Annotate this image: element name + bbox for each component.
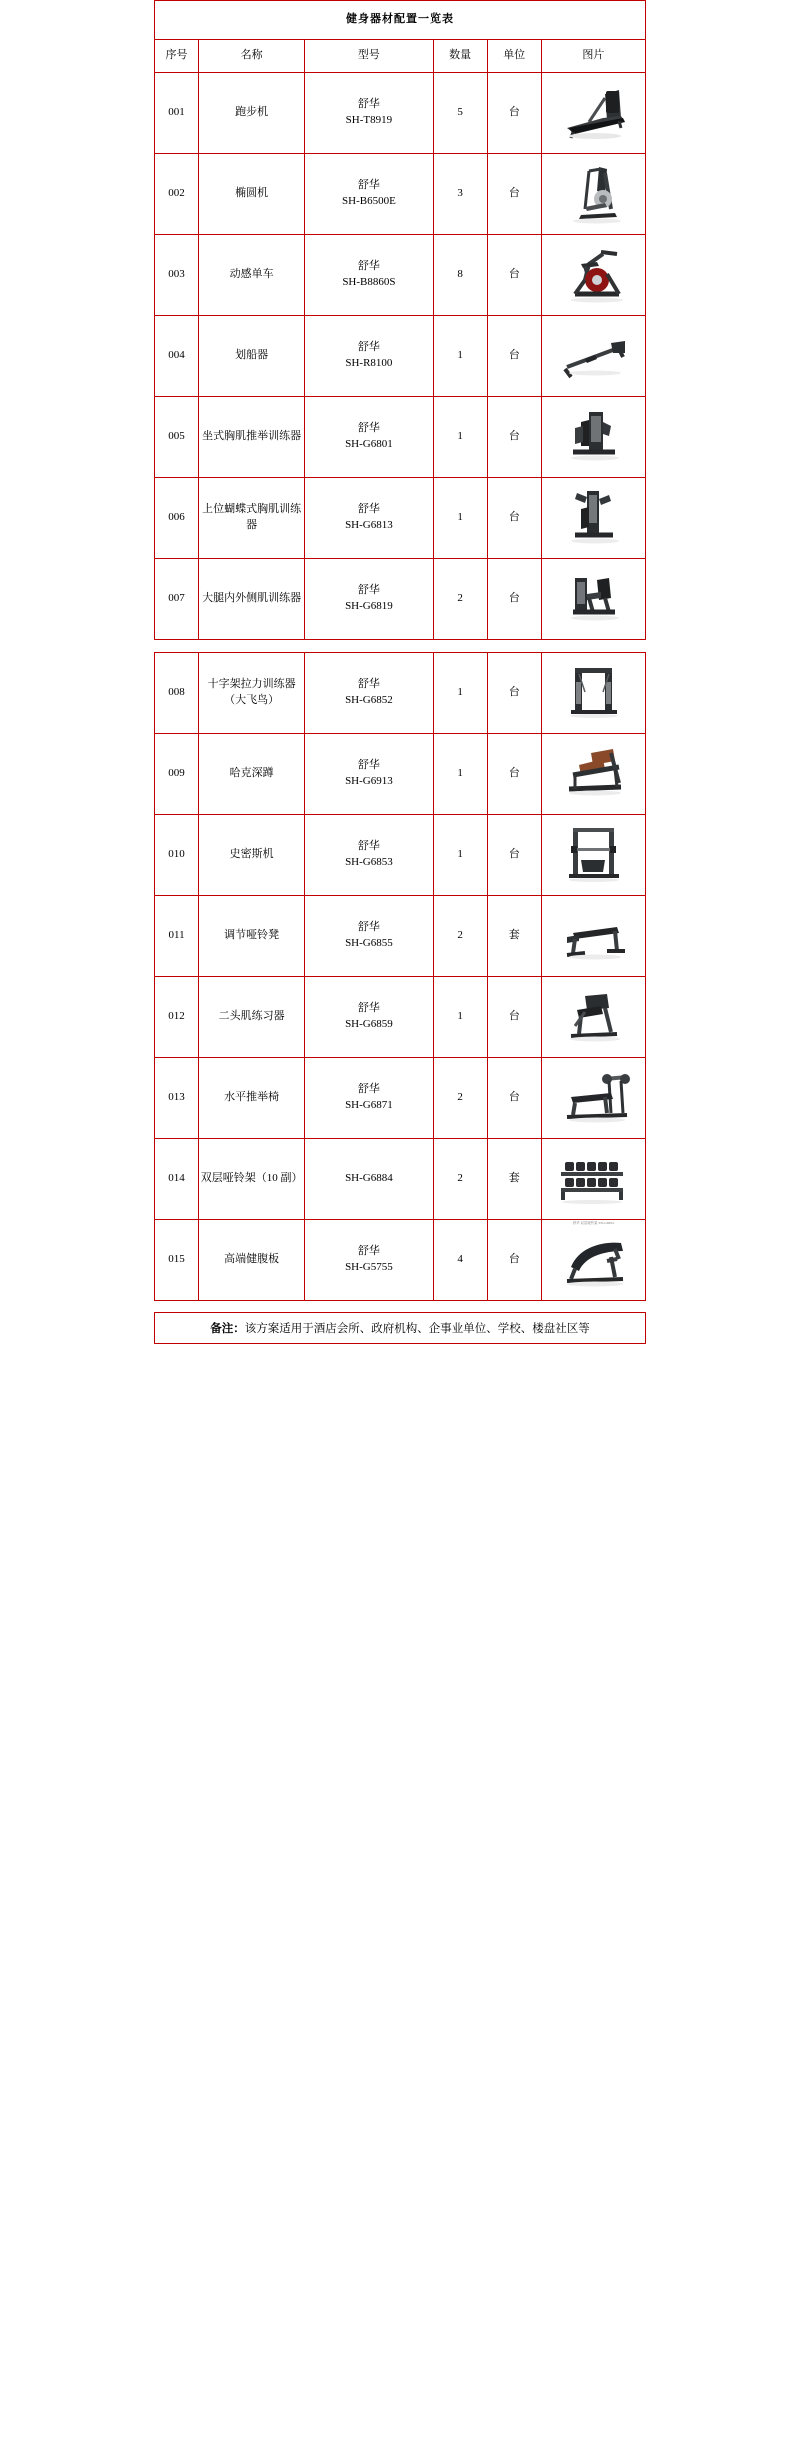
model-brand: 舒华 xyxy=(357,422,380,435)
hack-squat-image xyxy=(545,739,641,809)
cell-model xyxy=(305,316,433,397)
equipment-sheet xyxy=(154,0,646,1344)
model-brand: 舒华 xyxy=(357,1002,380,1015)
cell-name: 动感单车 xyxy=(199,235,305,316)
model-code: SH-G6913 xyxy=(345,775,393,787)
cell-unit: 台 xyxy=(487,1220,541,1301)
cell-qty: 1 xyxy=(433,316,487,397)
cell-qty: 2 xyxy=(433,896,487,977)
cell-unit: 台 xyxy=(487,154,541,235)
table-row xyxy=(155,1220,646,1301)
cell-picture xyxy=(541,154,645,235)
title-row xyxy=(155,1,646,40)
model-code: SH-G6852 xyxy=(345,694,393,706)
model-brand: 舒华 xyxy=(357,503,380,516)
cell-picture xyxy=(541,815,645,896)
treadmill-image xyxy=(545,78,641,148)
cell-qty: 2 xyxy=(433,1058,487,1139)
elliptical-image xyxy=(545,159,641,229)
table-row xyxy=(155,559,646,640)
cell-picture xyxy=(541,653,645,734)
image-caption: 舒华 双层哑铃架 SH-G6884 xyxy=(572,1221,614,1225)
cell-model xyxy=(305,815,433,896)
cell-no: 005 xyxy=(155,397,199,478)
cell-name: 调节哑铃凳 xyxy=(199,896,305,977)
cell-qty: 2 xyxy=(433,1139,487,1220)
model-brand: 舒华 xyxy=(357,98,380,111)
cell-unit: 套 xyxy=(487,896,541,977)
cell-model xyxy=(305,1139,433,1220)
hip-abductor-image xyxy=(545,564,641,634)
cell-model xyxy=(305,896,433,977)
table-row xyxy=(155,235,646,316)
footer-row xyxy=(155,1313,646,1344)
cell-no: 008 xyxy=(155,653,199,734)
cell-model xyxy=(305,559,433,640)
footer-table xyxy=(154,1312,646,1344)
ab-bench-image xyxy=(545,1225,641,1295)
cell-name: 大腿内外侧肌训练器 xyxy=(199,559,305,640)
equipment-table-part2 xyxy=(154,652,646,1301)
cell-no: 010 xyxy=(155,815,199,896)
rowing-machine-image xyxy=(545,321,641,391)
cell-qty: 1 xyxy=(433,397,487,478)
cell-name: 水平推举椅 xyxy=(199,1058,305,1139)
model-code: SH-B6500E xyxy=(342,195,396,207)
model-brand: 舒华 xyxy=(357,1083,380,1096)
cell-model xyxy=(305,653,433,734)
section-gap xyxy=(154,640,646,652)
cell-qty: 1 xyxy=(433,653,487,734)
table-row xyxy=(155,977,646,1058)
cell-unit: 台 xyxy=(487,316,541,397)
model-code: SH-B8860S xyxy=(342,276,396,288)
model-code: SH-G6813 xyxy=(345,519,393,531)
adjustable-bench-image xyxy=(545,901,641,971)
table-row xyxy=(155,316,646,397)
cell-name: 划船器 xyxy=(199,316,305,397)
cell-picture xyxy=(541,559,645,640)
cell-name: 椭圆机 xyxy=(199,154,305,235)
cell-model xyxy=(305,1058,433,1139)
table-row xyxy=(155,734,646,815)
model-brand: 舒华 xyxy=(357,260,380,273)
cell-name: 十字架拉力训练器（大飞鸟） xyxy=(199,653,305,734)
flat-bench-press-image xyxy=(545,1063,641,1133)
cell-model xyxy=(305,397,433,478)
cell-model xyxy=(305,235,433,316)
cell-qty: 1 xyxy=(433,815,487,896)
cell-model xyxy=(305,1220,433,1301)
cell-name: 跑步机 xyxy=(199,73,305,154)
cell-picture xyxy=(541,73,645,154)
cell-unit: 台 xyxy=(487,653,541,734)
table-row xyxy=(155,154,646,235)
model-code: SH-G6801 xyxy=(345,438,393,450)
model-code: SH-G6819 xyxy=(345,600,393,612)
cable-crossover-image xyxy=(545,658,641,728)
footer-note xyxy=(155,1313,646,1344)
cell-name: 哈克深蹲 xyxy=(199,734,305,815)
model-brand: 舒华 xyxy=(357,1245,380,1258)
cell-unit: 台 xyxy=(487,73,541,154)
cell-no: 007 xyxy=(155,559,199,640)
cell-picture xyxy=(541,478,645,559)
cell-qty: 1 xyxy=(433,734,487,815)
dumbbell-rack-image xyxy=(545,1144,641,1225)
cell-qty: 1 xyxy=(433,478,487,559)
model-brand: 舒华 xyxy=(357,678,380,691)
footer-text: 该方案适用于酒店会所、政府机构、企事业单位、学校、楼盘社区等 xyxy=(244,1323,590,1335)
spinning-bike-image xyxy=(545,240,641,310)
cell-unit: 台 xyxy=(487,235,541,316)
header-row xyxy=(155,40,646,73)
cell-no: 001 xyxy=(155,73,199,154)
model-code: SH-R8100 xyxy=(345,357,393,369)
cell-picture xyxy=(541,734,645,815)
cell-no: 002 xyxy=(155,154,199,235)
cell-name: 坐式胸肌推举训练器 xyxy=(199,397,305,478)
cell-name: 双层哑铃架（10 副） xyxy=(199,1139,305,1220)
cell-picture xyxy=(541,1139,645,1225)
model-code: SH-G6855 xyxy=(345,937,393,949)
cell-name: 二头肌练习器 xyxy=(199,977,305,1058)
model-code: SH-G6853 xyxy=(345,856,393,868)
cell-no: 004 xyxy=(155,316,199,397)
model-brand: 舒华 xyxy=(357,179,380,192)
cell-unit: 台 xyxy=(487,734,541,815)
model-code: SH-G6871 xyxy=(345,1099,393,1111)
cell-no: 006 xyxy=(155,478,199,559)
cell-no: 012 xyxy=(155,977,199,1058)
cell-unit: 台 xyxy=(487,559,541,640)
chest-press-image xyxy=(545,402,641,472)
cell-no: 014 xyxy=(155,1139,199,1220)
cell-unit: 台 xyxy=(487,815,541,896)
page-title: 健身器材配置一览表 xyxy=(155,1,646,40)
table-row xyxy=(155,73,646,154)
column-header-model: 型号 xyxy=(305,40,433,73)
cell-picture xyxy=(541,397,645,478)
cell-picture xyxy=(541,1220,645,1301)
column-header-name: 名称 xyxy=(199,40,305,73)
table-row xyxy=(155,1058,646,1139)
model-code: SH-G5755 xyxy=(345,1261,393,1273)
cell-model xyxy=(305,73,433,154)
column-header-unit: 单位 xyxy=(487,40,541,73)
cell-qty: 5 xyxy=(433,73,487,154)
cell-no: 003 xyxy=(155,235,199,316)
table-row xyxy=(155,1139,646,1220)
cell-picture xyxy=(541,235,645,316)
cell-model xyxy=(305,478,433,559)
cell-qty: 2 xyxy=(433,559,487,640)
cell-picture xyxy=(541,896,645,977)
cell-no: 013 xyxy=(155,1058,199,1139)
cell-qty: 3 xyxy=(433,154,487,235)
cell-qty: 1 xyxy=(433,977,487,1058)
column-header-picture: 图片 xyxy=(541,40,645,73)
cell-unit: 台 xyxy=(487,478,541,559)
cell-qty: 8 xyxy=(433,235,487,316)
model-brand: 舒华 xyxy=(357,840,380,853)
cell-name: 上位蝴蝶式胸肌训练器 xyxy=(199,478,305,559)
cell-picture xyxy=(541,977,645,1058)
cell-qty: 4 xyxy=(433,1220,487,1301)
cell-name: 高端健腹板 xyxy=(199,1220,305,1301)
table-row xyxy=(155,896,646,977)
table-row xyxy=(155,397,646,478)
cell-model xyxy=(305,154,433,235)
column-header-no: 序号 xyxy=(155,40,199,73)
column-header-qty: 数量 xyxy=(433,40,487,73)
table-row xyxy=(155,815,646,896)
model-brand: 舒华 xyxy=(357,921,380,934)
cell-unit: 台 xyxy=(487,977,541,1058)
model-brand: 舒华 xyxy=(357,759,380,772)
cell-model xyxy=(305,734,433,815)
table-row xyxy=(155,478,646,559)
cell-unit: 台 xyxy=(487,1058,541,1139)
model-code: SH-G6859 xyxy=(345,1018,393,1030)
model-brand: 舒华 xyxy=(357,584,380,597)
cell-name: 史密斯机 xyxy=(199,815,305,896)
cell-no: 015 xyxy=(155,1220,199,1301)
table-row xyxy=(155,653,646,734)
cell-picture xyxy=(541,1058,645,1139)
smith-machine-image xyxy=(545,820,641,890)
cell-unit: 台 xyxy=(487,397,541,478)
model-code: SH-G6884 xyxy=(345,1172,393,1185)
pec-fly-image xyxy=(545,483,641,553)
cell-model xyxy=(305,977,433,1058)
cell-picture xyxy=(541,316,645,397)
equipment-table-part1 xyxy=(154,0,646,640)
cell-no: 009 xyxy=(155,734,199,815)
footer-label: 备注： xyxy=(210,1323,245,1335)
model-brand: 舒华 xyxy=(357,341,380,354)
cell-unit: 套 xyxy=(487,1139,541,1220)
cell-no: 011 xyxy=(155,896,199,977)
model-code: SH-T8919 xyxy=(345,114,393,126)
biceps-curl-image xyxy=(545,982,641,1052)
